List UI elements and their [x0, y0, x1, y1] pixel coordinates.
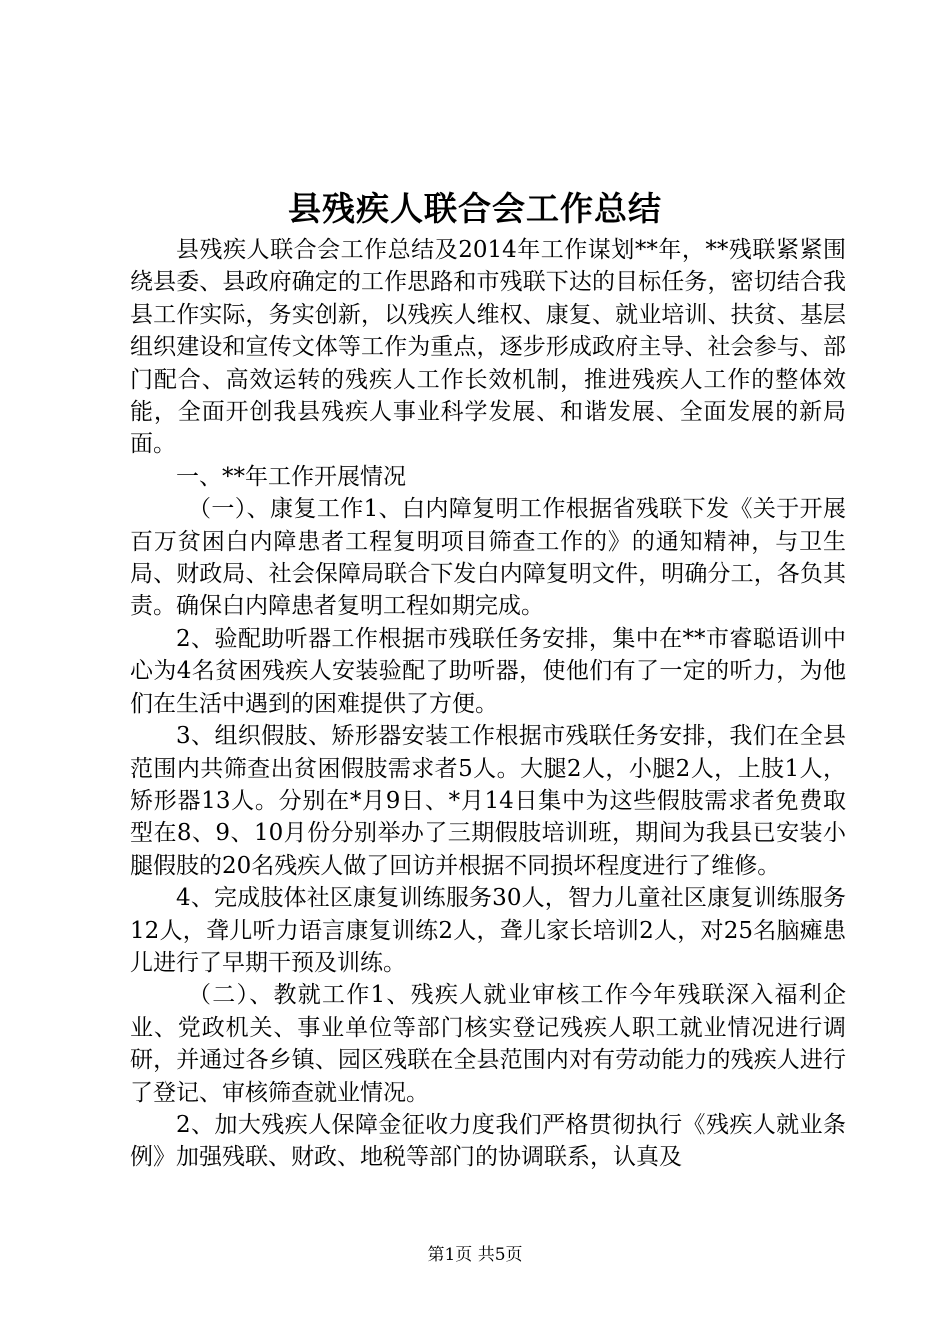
- paragraph-rehab-4: 4、完成肢体社区康复训练服务30人，智力儿童社区康复训练服务12人，聋儿听力语言康复训练2人，聋儿家长培训2人，对25名脑瘫患儿进行了早期干预及训练。: [130, 885, 846, 976]
- paragraph-rehab-2: 2、验配助听器工作根据市残联任务安排，集中在**市睿聪语训中心为4名贫困残疾人安装验配了助听器，使他们有了一定的听力，为他们在生活中遇到的困难提供了方便。: [130, 625, 846, 717]
- paragraph-rehab-1: （一）、康复工作1、白内障复明工作根据省残联下发《关于开展百万贫困白内障患者工程复明项目筛查工作的》的通知精神，与卫生局、财政局、社会保障局联合下发白内障复明文件，明确分工，各负其责。确保白内障患者复明工程如期完成。: [130, 496, 846, 620]
- document-title: 县残疾人联合会工作总结: [288, 189, 662, 228]
- paragraph-rehab-3: 3、组织假肢、矫形器安装工作根据市残联任务安排，我们在全县范围内共筛查出贫困假肢需求者5人。大腿2人，小腿2人，上肢1人，矫形器13人。分别在*月9日、*月14日集中为这些假肢需求者免费取型在8、9、10月份分别举办了三期假肢培训班，期间为我县已安装小腿假肢的20名残疾人做了回访并根据不同损坏程度进行了维修。: [130, 723, 846, 879]
- page-number-footer: 第1页 共5页: [427, 1245, 523, 1265]
- section-heading-1: 一、**年工作开展情况: [176, 463, 406, 490]
- paragraph-employment-1: （二）、教就工作1、残疾人就业审核工作今年残联深入福利企业、党政机关、事业单位等部门核实登记残疾人职工就业情况进行调研，并通过各乡镇、园区残联在全县范围内对有劳动能力的残疾人进行了登记、审核筛查就业情况。: [130, 982, 846, 1106]
- paragraph-intro: 县残疾人联合会工作总结及2014年工作谋划**年，**残联紧紧围绕县委、县政府确定的工作思路和市残联下达的目标任务，密切结合我县工作实际，务实创新，以残疾人维权、康复、就业培训、扶贫、基层组织建设和宣传文体等工作为重点，逐步形成政府主导、社会参与、部门配合、高效运转的残疾人工作长效机制，推进残疾人工作的整体效能，全面开创我县残疾人事业科学发展、和谐发展、全面发展的新局面。: [130, 237, 846, 458]
- document-body: [130, 234, 846, 1174]
- paragraph-employment-2: 2、加大残疾人保障金征收力度我们严格贯彻执行《残疾人就业条例》加强残联、财政、地税等部门的协调联系，认真及: [130, 1111, 846, 1171]
